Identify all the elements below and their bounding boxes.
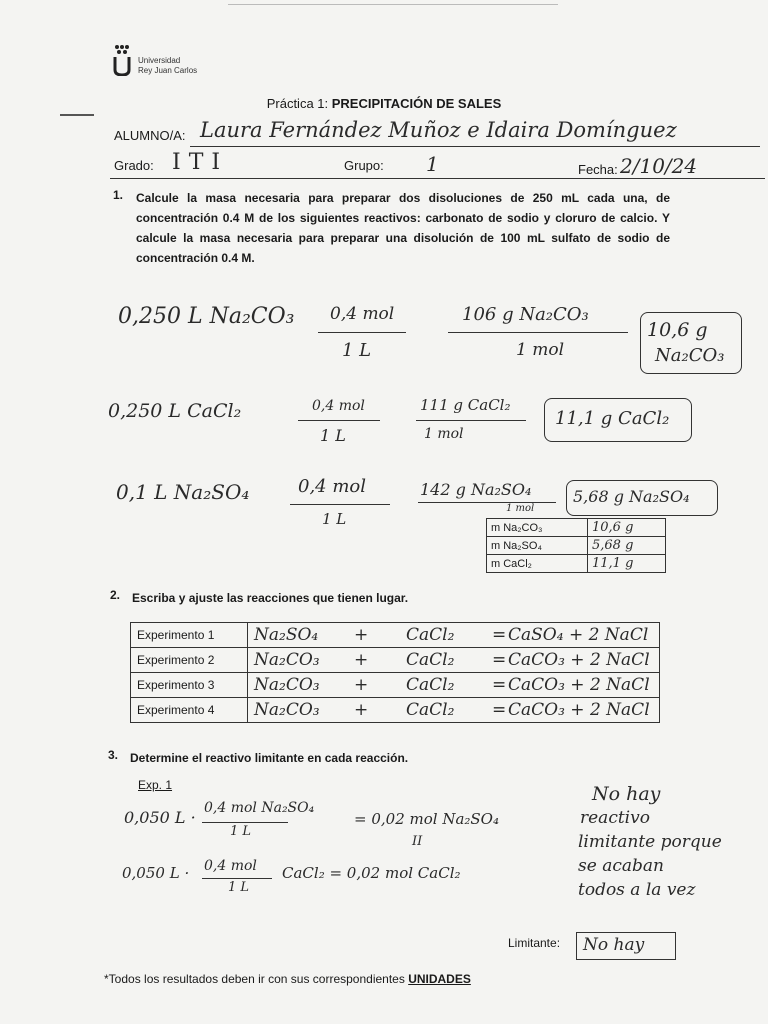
calc2-result-box <box>544 398 692 442</box>
q3-line1-den: 1 L <box>230 824 252 839</box>
q3-line1-volume: 0,050 L · <box>124 808 196 827</box>
form-underline <box>110 178 765 179</box>
calc2-result: 11,1 g CaCl₂ <box>555 408 670 429</box>
table-row <box>131 698 660 723</box>
date-value: 2/10/24 <box>620 154 698 178</box>
table-row <box>131 673 660 698</box>
q3-line1-num: 0,4 mol Na₂SO₄ <box>204 800 315 816</box>
calc3-factor1-bar <box>290 504 390 505</box>
limitante-label: Limitante: <box>508 936 561 950</box>
experiment-label: Experimento 2 <box>131 648 248 673</box>
mass-value: 11,1 g <box>588 555 666 573</box>
mass-label: m Na₂CO₃ <box>487 519 588 537</box>
q3-line2-bar <box>202 878 272 879</box>
calc1-factor2-num: 106 g Na₂CO₃ <box>462 304 589 325</box>
calc3-factor1-num: 0,4 mol <box>298 476 367 497</box>
grade-value: ITI <box>172 150 229 175</box>
calc3-factor2-bar <box>418 502 556 503</box>
exp1-label: Exp. 1 <box>138 778 173 792</box>
q3-line1-bar <box>202 822 288 823</box>
calc1-result-line2: Na₂CO₃ <box>655 345 725 366</box>
table-row <box>131 648 660 673</box>
mass-value: 5,68 g <box>588 537 666 555</box>
top-rule <box>228 4 558 5</box>
student-value: Laura Fernández Muñoz e Idaira Domínguez <box>200 118 677 142</box>
calc1-factor2-den: 1 mol <box>516 340 565 360</box>
q3-text: Determine el reactivo limitante en cada reacción. <box>130 751 409 765</box>
calc1-factor2-bar <box>448 332 628 333</box>
reaction-equation: Na₂SO₄ + CaCl₂ = CaSO₄ + 2 NaCl <box>248 623 660 648</box>
student-label: ALUMNO/A: <box>114 128 186 143</box>
calc3-result-box <box>566 480 718 516</box>
calc2-factor1-den: 1 L <box>320 426 346 445</box>
q3-line1-result: = 0,02 mol Na₂SO₄ <box>354 810 499 828</box>
equal-mark: II <box>412 834 423 849</box>
calc2-factor1-bar <box>298 420 380 421</box>
q3-line2-den: 1 L <box>228 880 250 895</box>
calc2-volume: 0,250 L CaCl₂ <box>108 400 242 422</box>
page-title: Práctica 1: PRECIPITACIÓN DE SALES <box>266 96 502 111</box>
calc1-result-box <box>640 312 742 374</box>
table-row <box>131 623 660 648</box>
mass-label: m CaCl₂ <box>487 555 588 573</box>
date-label: Fecha: <box>578 162 618 177</box>
university-name: Universidad Rey Juan Carlos <box>138 56 198 75</box>
grade-label: Grado: <box>114 158 154 173</box>
calc1-factor1-bar <box>318 332 406 333</box>
calc1-factor1-den: 1 L <box>342 340 372 361</box>
q3-line2-volume: 0,050 L · <box>122 864 190 882</box>
limitante-value: No hay <box>583 935 645 955</box>
q2-number: 2. <box>110 588 121 602</box>
q1-number: 1. <box>113 188 124 202</box>
table-row <box>487 519 666 537</box>
q2-text: Escriba y ajuste las reacciones que tienen lugar. <box>132 591 409 605</box>
reactions-table <box>130 622 660 723</box>
reaction-equation: Na₂CO₃ + CaCl₂ = CaCO₃ + 2 NaCl <box>248 648 660 673</box>
calc3-factor2-num: 142 g Na₂SO₄ <box>420 480 532 499</box>
experiment-label: Experimento 4 <box>131 698 248 723</box>
q3-line2-num: 0,4 mol <box>204 858 257 874</box>
footer-note: *Todos los resultados deben ir con sus correspondientes UNIDADES <box>104 972 471 986</box>
calc3-factor2-den: 1 mol <box>506 503 535 514</box>
calc3-result: 5,68 g Na₂SO₄ <box>573 487 690 506</box>
reaction-equation: Na₂CO₃ + CaCl₂ = CaCO₃ + 2 NaCl <box>248 698 660 723</box>
group-value: 1 <box>426 152 439 176</box>
experiment-label: Experimento 1 <box>131 623 248 648</box>
calc2-factor2-den: 1 mol <box>424 426 464 442</box>
mass-table <box>486 518 666 573</box>
reaction-equation: Na₂CO₃ + CaCl₂ = CaCO₃ + 2 NaCl <box>248 673 660 698</box>
calc3-factor1-den: 1 L <box>322 510 347 528</box>
q3-line2-result: CaCl₂ = 0,02 mol CaCl₂ <box>282 864 461 882</box>
calc1-volume: 0,250 L Na₂CO₃ <box>118 304 295 329</box>
calc1-factor1-num: 0,4 mol <box>330 304 395 324</box>
student-underline <box>190 146 760 147</box>
table-row <box>487 537 666 555</box>
q1-text: Calcule la masa necesaria para preparar dos disoluciones de 250 mL cada una, de concentración 0.4 M de los siguientes reactivos: carbonato de sodio y cloruro de calcio. Y calcule la masa necesaria para preparar una disolución de 100 mL sulfato de sodio de concentración 0.4 M. <box>136 191 670 265</box>
q3-number: 3. <box>108 748 119 762</box>
calc2-factor2-num: 111 g CaCl₂ <box>420 396 511 414</box>
mass-value: 10,6 g <box>588 519 666 537</box>
calc1-result-line1: 10,6 g <box>647 319 708 341</box>
calc2-factor1-num: 0,4 mol <box>312 398 365 414</box>
limitante-box <box>576 932 676 960</box>
mass-label: m Na₂SO₄ <box>487 537 588 555</box>
calc3-volume: 0,1 L Na₂SO₄ <box>116 480 250 504</box>
q3-note: No hay reactivo limitante porque se acaban todos a la vez <box>578 783 722 900</box>
group-label: Grupo: <box>344 158 384 173</box>
table-row <box>487 555 666 573</box>
university-logo-icon <box>112 44 132 76</box>
experiment-label: Experimento 3 <box>131 673 248 698</box>
calc2-factor2-bar <box>416 420 526 421</box>
left-mark <box>60 114 94 116</box>
